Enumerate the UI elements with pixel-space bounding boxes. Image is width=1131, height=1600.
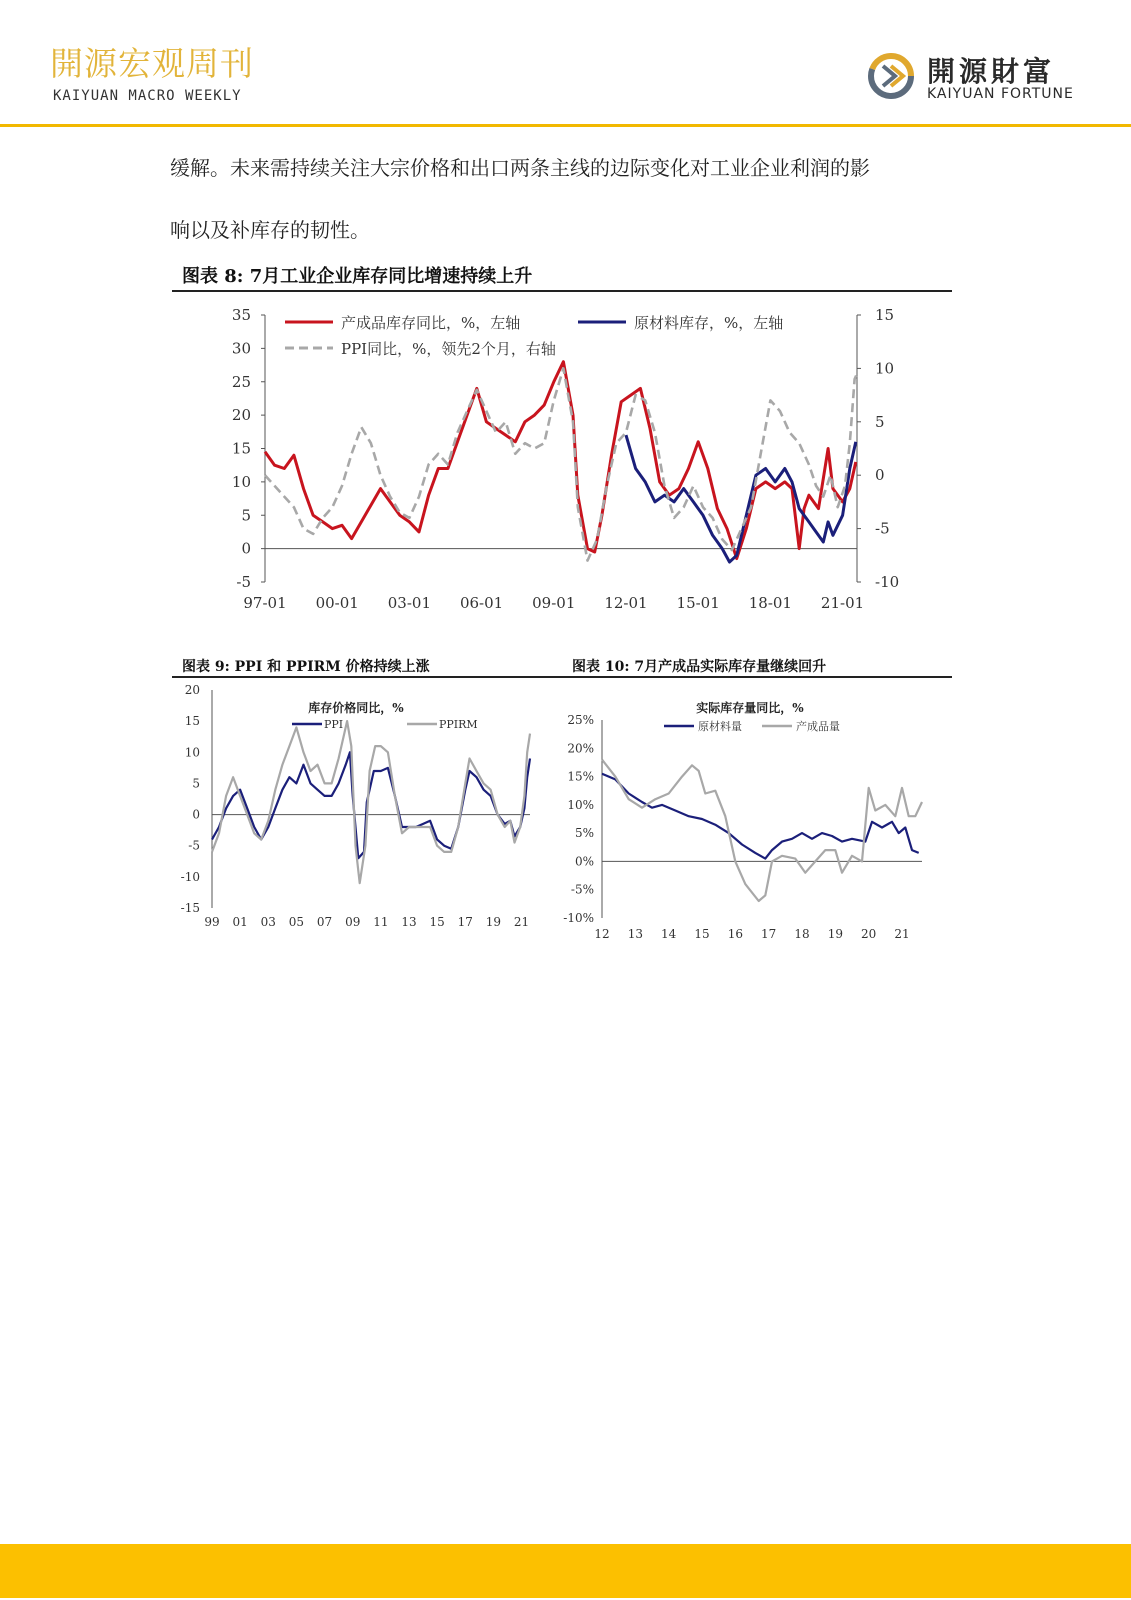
fig9-title: 图表 9: PPI 和 PPIRM 价格持续上涨	[182, 659, 430, 675]
fig9-y-tick: 0	[192, 807, 200, 822]
fig9-x-tick: 05	[288, 915, 305, 929]
footer-bar	[0, 1544, 1131, 1598]
logo-chinese: 開源財富	[927, 55, 1056, 88]
fig8-y-left-tick: 35	[231, 306, 251, 324]
header-title: 開源宏观周刊	[50, 44, 254, 83]
logo-english: KAIYUAN FORTUNE	[927, 86, 1074, 102]
fig9-inner-title: 库存价格同比，%	[308, 701, 404, 715]
fig10-x-tick: 16	[727, 927, 743, 941]
fig8-x-tick: 00-01	[315, 594, 359, 612]
fig10-legend-label-1: 产成品量	[796, 720, 840, 733]
fig10-x-tick: 20	[861, 927, 877, 941]
fig8-y-right-tick: -10	[875, 573, 900, 591]
fig8-x-tick: 97-01	[243, 594, 287, 612]
fig9-legend-label-0: PPI	[324, 718, 344, 731]
fig8-title: 图表 8: 7月工业企业库存同比增速持续上升	[182, 266, 533, 287]
fig8-y-left-tick: 15	[231, 439, 251, 458]
fig9-x-tick: 13	[401, 915, 417, 929]
fig9-y-tick: -15	[180, 901, 200, 915]
fig8-y-left-tick: -5	[236, 573, 251, 591]
body-line-1: 缓解。未来需持续关注大宗价格和出口两条主线的边际变化对工业企业利润的影	[170, 156, 870, 180]
fig10-series-0	[602, 774, 919, 859]
fig10-y-tick: 5%	[574, 826, 594, 841]
fig10-y-tick: -10%	[563, 911, 594, 925]
fig8-x-tick: 18-01	[748, 594, 792, 612]
fig10-x-tick: 19	[827, 927, 843, 941]
fig10-x-tick: 13	[627, 927, 643, 941]
fig10-title: 图表 10: 7月产成品实际库存量继续回升	[572, 659, 827, 675]
fig9-x-tick: 19	[485, 915, 502, 929]
fig8-x-tick: 15-01	[676, 594, 720, 612]
fig9-x-tick: 17	[457, 915, 473, 929]
fig10-x-tick: 21	[894, 927, 910, 941]
fig8-x-tick: 09-01	[532, 594, 576, 612]
fig9-x-tick: 21	[513, 915, 530, 929]
fig8-y-right-tick: 0	[875, 466, 885, 485]
fig10-legend-label-0: 原材料量	[698, 720, 742, 733]
fig8-x-tick: 21-01	[820, 594, 865, 612]
fig10-inner-title: 实际库存量同比，%	[696, 701, 804, 715]
fig9-y-tick: 15	[184, 714, 200, 729]
header-subtitle: KAIYUAN MACRO WEEKLY	[53, 88, 242, 104]
fig8-y-left-tick: 20	[231, 406, 251, 425]
fig9-x-tick: 07	[316, 915, 333, 929]
fig9-x-tick: 15	[429, 915, 445, 929]
fig10-x-tick: 17	[761, 927, 777, 941]
fig10-y-tick: 20%	[567, 741, 594, 756]
fig8-x-tick: 03-01	[387, 594, 432, 612]
fig9-y-tick: -10	[180, 869, 200, 884]
fig8-x-tick: 06-01	[459, 594, 504, 612]
fig8-x-tick: 12-01	[604, 594, 648, 612]
fig8-legend-label-2: PPI同比，%，领先2个月，右轴	[341, 340, 556, 358]
fig10-y-tick: 15%	[567, 769, 594, 784]
fig8-y-left-tick: 10	[231, 472, 251, 491]
fig10-y-tick: 0%	[574, 854, 594, 869]
fig8-y-left-tick: 0	[241, 539, 251, 558]
fig9-y-tick: -5	[188, 838, 200, 853]
fig9-x-tick: 99	[204, 915, 220, 929]
fig10-x-tick: 18	[794, 927, 810, 941]
fig10-x-tick: 15	[694, 927, 710, 941]
fig8-y-right-tick: 5	[875, 412, 885, 431]
fig10-y-tick: -5%	[570, 882, 594, 897]
fig9-x-tick: 09	[345, 915, 361, 929]
fig9-x-tick: 01	[232, 915, 248, 929]
fig10-series-1	[602, 760, 922, 901]
fig10-x-tick: 12	[594, 927, 610, 941]
fig9-x-tick: 11	[373, 915, 389, 929]
fig9-y-tick: 20	[184, 683, 200, 697]
fig8-y-right-tick: 15	[875, 306, 895, 324]
fig8-y-right-tick: 10	[875, 359, 895, 378]
fig9-y-tick: 5	[192, 776, 200, 791]
fig8-legend-label-0: 产成品库存同比，%，左轴	[341, 314, 521, 332]
fig9-y-tick: 10	[184, 745, 200, 760]
fig10-x-tick: 14	[661, 927, 677, 941]
fig8-legend-label-1: 原材料库存，%，左轴	[634, 314, 784, 332]
body-line-2: 响以及补库存的韧性。	[170, 218, 370, 242]
fig9-legend-label-1: PPIRM	[439, 718, 478, 731]
fig8-y-right-tick: -5	[875, 519, 890, 538]
fig10-y-tick: 25%	[567, 713, 594, 727]
fig8-y-left-tick: 25	[231, 372, 251, 391]
fig10-y-tick: 10%	[567, 797, 594, 812]
fig8-y-left-tick: 5	[241, 506, 251, 525]
fig9-x-tick: 03	[260, 915, 276, 929]
fig8-y-left-tick: 30	[231, 339, 251, 358]
